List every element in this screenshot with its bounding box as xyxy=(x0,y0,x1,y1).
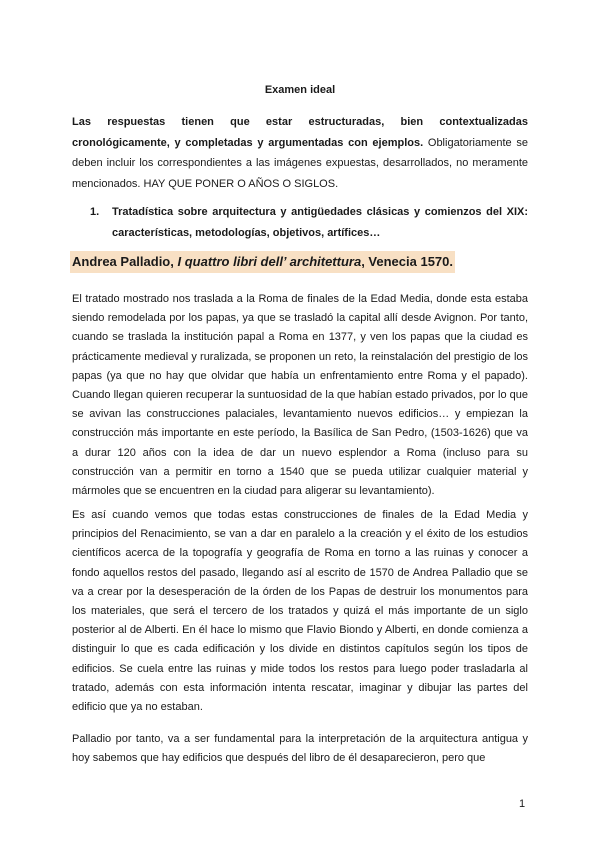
intro-normal-text: Obligatoriamente se deben incluir los correspondientes a las imágenes expuestas, desarrollados, no meramente mencionados. HAY QUE PONER O AÑOS O SIGLOS. xyxy=(72,136,529,190)
body-paragraph-1: El tratado mostrado nos traslada a la Roma de finales de la Edad Media, donde esta estaba siendo remodelada por los papas, ya que se trasladó la capital allí desde Avignon. Por tanto, cuando se traslada la institución papal a Roma en 1377, y ven los papas que la ciudad es prácticamente medieval y ruralizada, se proponen un reto, la reinstalación del prestigio de los papas (ya que no hay que olvidar que había un enfrentamiento entre Roma y el papado). Cuando llegan quieren recuperar la suntuosidad de la que habían estado privados, por lo que se avivan las construcciones palaciales, levantamiento nuevos edificios… y empiezan la construcción más importante en este período, la Basílica de San Pedro, (1503-1626) que va a durar 120 años con la idea de dar un nuevo esplendor a Roma (incluso para su construcción van a permitir en torno a 1540 que se pueda utilizar cualquier material y mármoles que se encuentren en la ciudad para aligerar su levantamiento). xyxy=(72,293,528,498)
intro-paragraph xyxy=(72,112,528,194)
heading-place-year: , Venecia 1570. xyxy=(361,254,453,269)
body-paragraph-2: Es así cuando vemos que todas estas construcciones de finales de la Edad Media y principios del Renacimiento, se van a dar en paralelo a la creación y el éxito de los estudios científicos acerca de la topografía y geografía de Roma en torno a las ruinas y conocer a fondo aquellos restos del pasado, llegando así al escrito de 1570 de Andrea Palladio que se va a crear por la desesperación de la órden de los Papas de destruir los monumentos para los materiales, que será el tercero de los tratados y quizá el más importante de un siglo posterior al de Alberti. En él hace lo mismo que Flavio Biondo y Alberti, en donde comienza a distinguir lo que es cada edificación y los divide en distintos capítulos según los tipos de edificios. Se cuela entre las ruinas y mide todos los restos para luego poder trasladarla al tratado, además con esta información intenta rescatar, imaginar y dibujar las partes del edificio que ya no estaban. xyxy=(72,509,528,714)
section-heading xyxy=(70,251,455,273)
page-number: 1 xyxy=(519,798,526,810)
body-paragraph-3: Palladio por tanto, va a ser fundamental para la interpretación de la arquitectura antigua y hoy sabemos que hay edificios que después del libro de él desaparecieron, pero que xyxy=(72,733,528,765)
question-item xyxy=(90,202,528,243)
heading-work-title: I quattro libri dell’ architettura xyxy=(177,254,362,269)
heading-author: Andrea Palladio, xyxy=(72,254,178,269)
intro-bold-text: Las respuestas tienen que estar estructuradas, bien contextualizadas cronológicamente, y completadas y argumentadas con ejemplos. xyxy=(72,116,528,149)
page-title: Examen ideal xyxy=(264,84,336,96)
question-text: Tratadística sobre arquitectura y antigüedades clásicas y comienzos del XIX: características, metodologías, objetivos, artífices… xyxy=(112,206,528,239)
question-number: 1. xyxy=(90,206,100,218)
